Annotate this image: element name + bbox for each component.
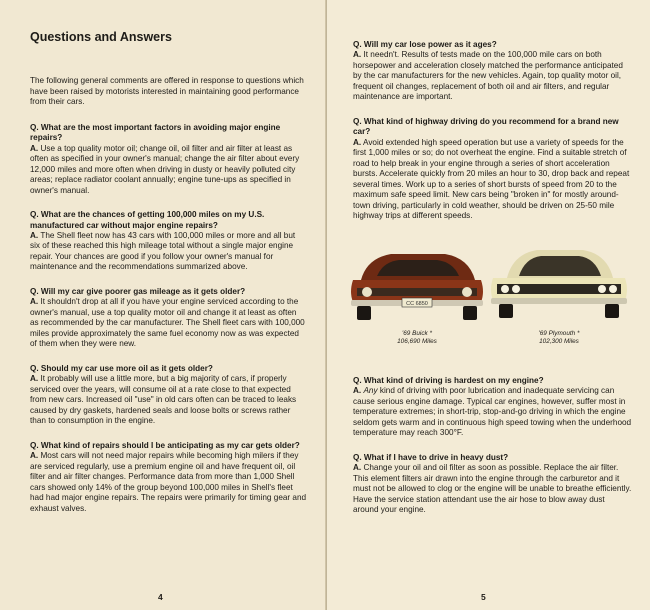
answer-prefix: A. [30,143,39,153]
answer-prefix: A. [30,297,39,307]
answer-text: It shouldn't drop at all if you have your engine serviced according to the owner's manual, use a top quality motor oil and change it at least as often as recommended by the car manufacturer. The Shell fleet cars with 100,000 miles provide approximately the same fuel economy now as was expected of them when they were new. [30,297,305,349]
intro-paragraph: The following general comments are offered in response to questions which have been raised by motorists interested in maintaining good performance from their cars. [30,76,304,107]
answer-prefix: A. [30,230,39,240]
answer-text: It probably will use a little more, but a big majority of cars, if properly serviced over the years, will consume oil at a rate close to that expected from new cars. Increased oil "use" in old cars often can be traced to leaks caused by dry gaskets, hardened seals and loose bolts or screws rather than to consumption in the engine. [30,374,297,426]
answer [30,374,307,427]
car-photos [347,236,632,358]
answer [30,144,307,197]
caption-model: '69 Plymouth * [538,329,580,337]
qa-item [30,210,307,273]
answer-text: Change your oil and oil filter as soon as possible. Replace the air filter. This element filters air drawn into the engine through the carburetor and it must not be allowed to clog or the engine will be unable to breathe efficiently. Have the service station attendant use the air hose to blow away dust around your engine. [353,463,632,515]
plymouth-photo [489,236,629,354]
caption-model: '69 Buick * [402,329,432,337]
question: Q. What kind of highway driving do you recommend for a brand new car? [353,116,619,137]
question: Q. What are the chances of getting 100,000 miles on my U.S. manufactured car without major engine repairs? [30,210,265,230]
plymouth-car-icon [489,236,629,328]
question: Q. Will my car give poorer gas mileage as it gets older? [30,286,246,296]
qa-item [30,364,307,427]
answer-text: Use a top quality motor oil; change oil, oil filter and air filter at least as often as specified in your owner's manual; change the air filter about every 12,000 miles and more often when driving in dusty or heavily polluted city areas; replace radiator coolant annually; engine tune-ups as specified in owner's manual. [30,143,300,195]
answer [353,386,632,439]
page-number: 5 [481,592,486,602]
page-number: 4 [158,592,163,602]
caption-mileage: 102,300 Miles [539,337,579,345]
answer [30,297,307,350]
question: Q. Should my car use more oil as it gets older? [30,363,213,373]
caption-mileage: 106,690 Miles [397,337,437,345]
answer-emphasis: Any [363,386,378,396]
answer-text: Most cars will not need major repairs while becoming high milers if they are serviced regularly, use a premium engine oil and have frequent oil, oil filter and air filter changes. Performance data from more than 1,000 Shell cars showed only 14% of the group beyond 100,000 miles in Shell's fleet had had major engine repairs. The repairs were primarily for timing gear and exhaust valves. [30,451,307,513]
question: Q. What if I have to drive in heavy dust? [353,452,509,462]
license-plate: CC 6850 [406,300,428,307]
qa-item [30,441,307,514]
answer-text: kind of driving with poor lubrication and inadequate servicing can cause serious engine damage. Typical car engines, however, suffer most in temperature extremes; in short-trip, stop-and-go driving in which the engine seldom gets warm and in continuous high speed towing when the underhood temperature may reach 300°F. [353,386,632,438]
answer-prefix: A. [30,374,39,384]
answer [353,50,632,103]
answer-prefix: A. [353,463,362,473]
question: Q. What kind of repairs should I be anticipating as my car gets older? [30,440,300,450]
answer [30,231,307,273]
photo-caption [347,330,487,346]
buick-photo [347,236,487,354]
qa-item [353,117,632,222]
question: Q. What are the most important factors in avoiding major engine repairs? [30,122,281,143]
answer-prefix: A. [353,386,362,396]
question: Q. What kind of driving is hardest on my engine? [353,375,544,385]
right-page [327,0,650,610]
qa-item [30,123,307,196]
question: Q. Will my car lose power as it ages? [353,40,497,49]
qa-item [30,287,307,350]
answer-text: It needn't. Results of tests made on the 100,000 mile cars on both horsepower and acceleration closely matched the performance anticipated by the car manufacturers for the new vehicles. Again, top quality motor oil, frequent oil changes, replacement of both oil and air filters, and regular maintenance are important. [353,50,623,102]
photo-caption [489,330,629,346]
qa-item [353,453,632,516]
answer-text: Avoid extended high speed operation but use a variety of speeds for the first 1,000 miles or so; do not overheat the engine. Find a suitable stretch of road to help break in your engine through a series of short acceleration bursts. Accelerate quickly from 20 miles an hour to 30, drop back and repeat several times. Work up to a series of short bursts of speed from 20 to the maximum safe speed limit. New cars being "broken in" for mostly around-town driving, particularly in cold weather, should be driven on 25-50 mile highway trips at different speeds. [353,137,630,221]
answer [353,463,632,516]
answer [353,138,632,222]
answer [30,451,307,514]
answer-prefix: A. [353,50,362,60]
qa-item [353,376,632,439]
page-title: Questions and Answers [30,30,172,44]
answer-prefix: A. [353,137,362,147]
answer-prefix: A. [30,451,39,461]
answer-text: The Shell fleet now has 43 cars with 100,000 miles or more and all but six of these reached this high mileage total without a single major engine repair. Your chances are good if you follow your owner's manual for maintenance and the recommendations summarized above. [30,230,296,272]
buick-car-icon [347,236,487,328]
qa-item [353,40,632,103]
